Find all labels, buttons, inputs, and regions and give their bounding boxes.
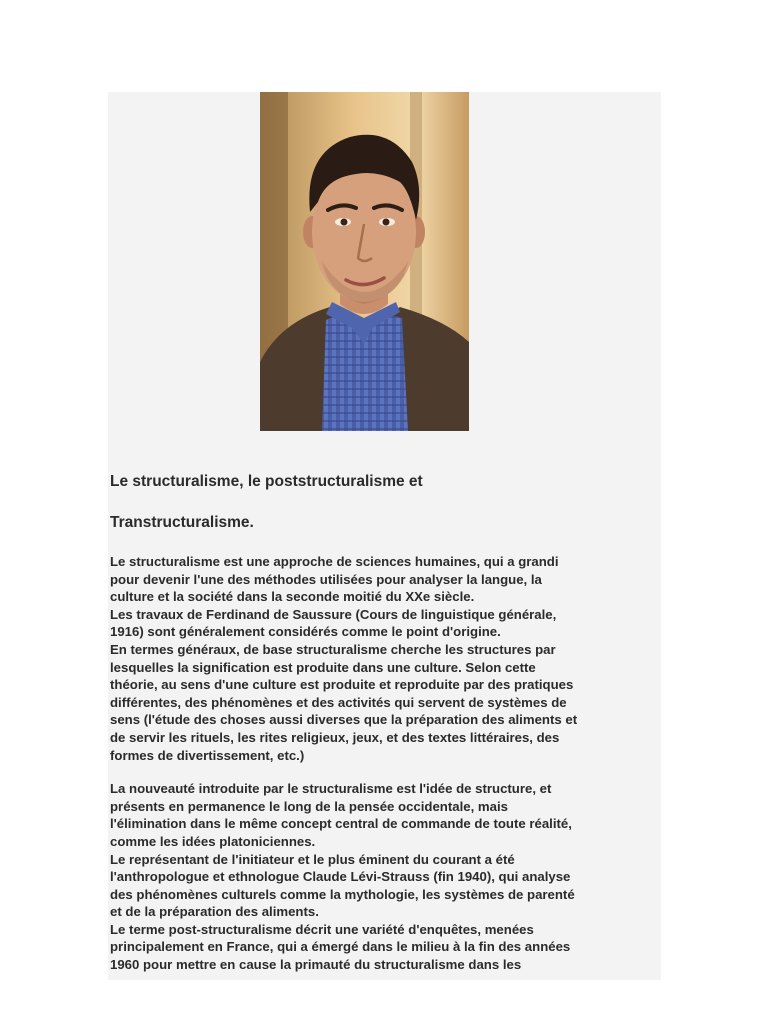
text-line: l'élimination dans le même concept central de commande de toute réalité, [110,816,572,832]
text-line: formes de divertissement, etc.) [110,747,305,763]
document-body [110,553,661,980]
text-line: sens (l'étude des choses aussi diverses que la préparation des aliments et [110,712,578,728]
text-line: lesquelles la signification est produite dans une culture. Selon cette [110,659,536,675]
text-line: Le représentant de l'initiateur et le plus éminent du courant a été [110,851,515,867]
text-line: des phénomènes culturels comme la mythologie, les systèmes de parenté [110,886,575,902]
document-title-line2: Transtructuralisme. [110,514,254,531]
text-line: différentes, des phénomènes et des activités qui servent de systèmes de [110,694,567,710]
text-line: comme les idées platoniciennes. [110,833,316,849]
text-line: Le terme post-structuralisme décrit une variété d'enquêtes, menées [110,921,534,937]
text-line: La nouveauté introduite par le structuralisme est l'idée de structure, et [110,781,552,797]
text-line: l'anthropologue et ethnologue Claude Lévi-Strauss (fin 1940), qui analyse [110,869,571,885]
text-line: Le structuralisme est une approche de sciences humaines, qui a grandi [110,554,559,569]
text-line: 1960 pour mettre en cause la primauté du structuralisme dans les [110,957,522,973]
document-title-line1: Le structuralisme, le poststructuralisme et [110,473,423,490]
paragraph-2 [110,780,661,974]
text-line: théorie, au sens d'une culture est produite et reproduite par des pratiques [110,677,574,693]
document-page [108,92,661,980]
text-line: Les travaux de Ferdinand de Saussure (Cours de linguistique générale, [110,606,557,622]
text-line: de servir les rituels, les rites religieux, jeux, et des textes littéraires, des [110,729,560,745]
text-line: culture et la société dans la seconde moitié du XXe siècle. [110,589,475,605]
text-line: principalement en France, qui a émergé dans le milieu à la fin des années [110,939,571,955]
paragraph-1 [110,553,661,764]
text-line: et de la préparation des aliments. [110,904,319,920]
author-portrait [260,92,469,431]
text-line: pour devenir l'une des méthodes utilisées pour analyser la langue, la [110,571,542,587]
text-line: 1916) sont généralement considérés comme le point d'origine. [110,624,501,640]
text-line: En termes généraux, de base structuralisme cherche les structures par [110,641,556,657]
text-line: présents en permanence le long de la pensée occidentale, mais [110,798,508,814]
